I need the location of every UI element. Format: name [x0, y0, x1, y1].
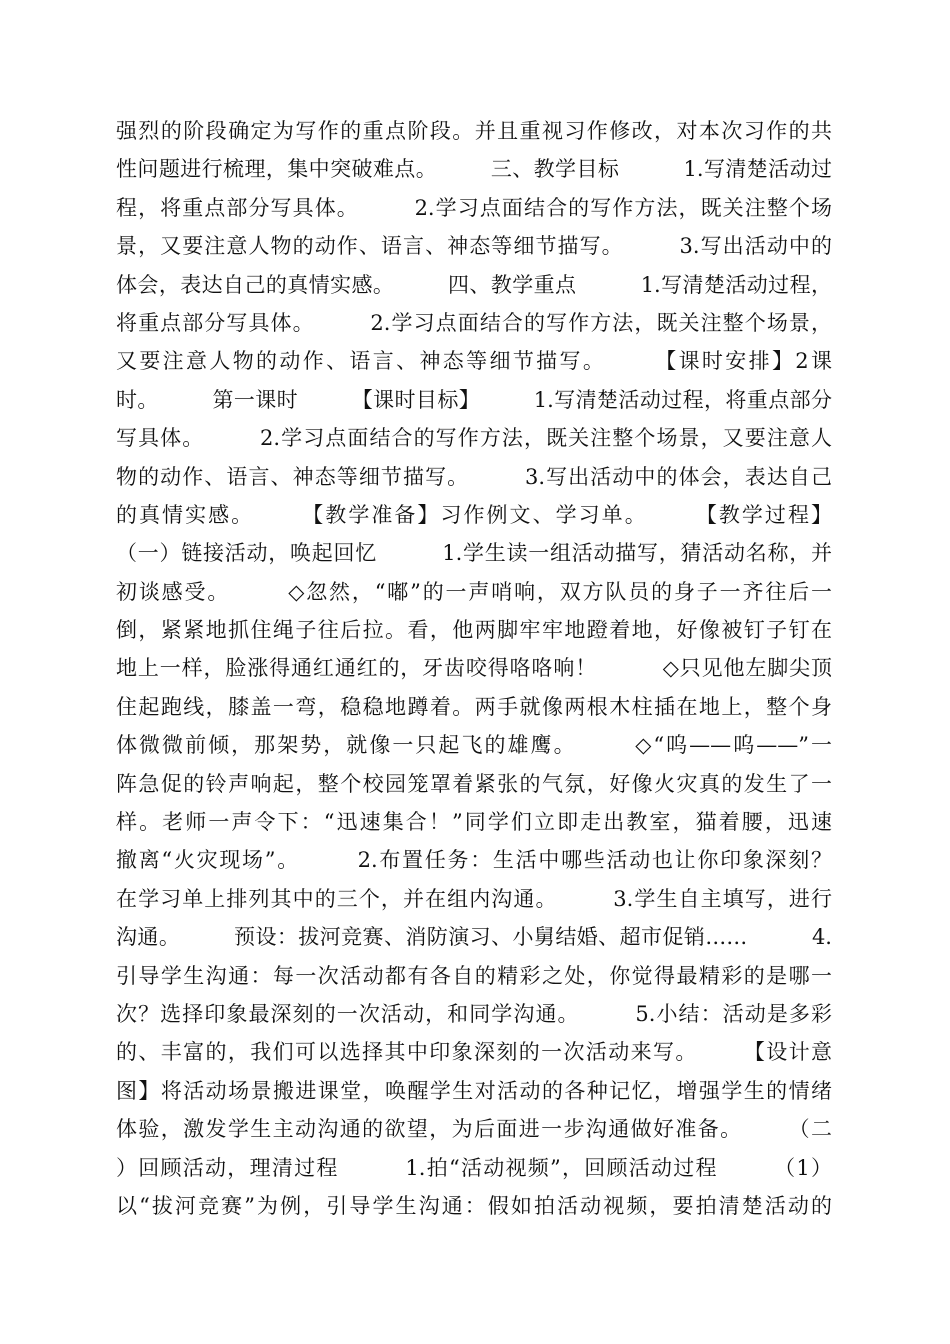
text-line: 图】将活动场景搬进课堂，唤醒学生对活动的各种记忆，增强学生的情绪 — [116, 1078, 832, 1103]
text-line: 撤离“火灾现场”。 2.布置任务：生活中哪些活动也让你印象深刻？ — [116, 848, 832, 873]
text-line: 体微微前倾，那架势，就像一只起飞的雄鹰。 ◇“呜——呜——”一 — [116, 733, 832, 758]
text-line: 次？选择印象最深刻的一次活动，和同学沟通。 5.小结：活动是多彩 — [116, 1001, 832, 1026]
text-line: 性问题进行梳理，集中突破难点。 三、教学目标 1.写清楚活动过 — [116, 157, 832, 182]
text-line: 体会，表达自己的真情实感。 四、教学重点 1.写清楚活动过程， — [116, 272, 832, 297]
text-line: 强烈的阶段确定为写作的重点阶段。并且重视习作修改，对本次习作的共 — [116, 119, 832, 143]
text-line: 住起跑线，膝盖一弯，稳稳地蹲着。两手就像两根木柱插在地上，整个身 — [116, 694, 832, 719]
text-line: 样。老师一声令下：“迅速集合！”同学们立即走出教室，猫着腰，迅速 — [116, 810, 832, 835]
text-line: 初谈感受。 ◇忽然，“嘟”的一声哨响，双方队员的身子一齐往后一 — [116, 579, 832, 604]
text-line: 沟通。 预设：拔河竞赛、消防演习、小舅结婚、超市促销…… 4. — [116, 925, 832, 950]
text-line: 时。 第一课时 【课时目标】 1.写清楚活动过程，将重点部分 — [116, 387, 832, 412]
text-line: 倒，紧紧地抓住绳子往后拉。看，他两脚牢牢地蹬着地，好像被钉子钉在 — [116, 618, 832, 643]
text-line: 地上一样，脸涨得通红通红的，牙齿咬得咯咯响！ ◇只见他左脚尖顶 — [116, 656, 832, 681]
text-line: 引导学生沟通：每一次活动都有各自的精彩之处，你觉得最精彩的是哪一 — [116, 963, 832, 988]
text-line: ）回顾活动，理清过程 1.拍“活动视频”，回顾活动过程 （1） — [116, 1155, 832, 1180]
text-line: 物的动作、语言、神态等细节描写。 3.写出活动中的体会，表达自己 — [116, 464, 832, 489]
text-line: 程，将重点部分写具体。 2.学习点面结合的写作方法，既关注整个场 — [116, 195, 832, 220]
text-line: 阵急促的铃声响起，整个校园笼罩着紧张的气氛，好像火灾真的发生了一 — [116, 771, 832, 796]
text-line: （一）链接活动，唤起回忆 1.学生读一组活动描写，猜活动名称，并 — [116, 541, 832, 566]
text-line: 写具体。 2.学习点面结合的写作方法，既关注整个场景，又要注意人 — [116, 426, 832, 451]
text-line: 将重点部分写具体。 2.学习点面结合的写作方法，既关注整个场景， — [116, 310, 832, 335]
text-line: 又要注意人物的动作、语言、神态等细节描写。 【课时安排】2课 — [116, 349, 832, 374]
text-line: 的、丰富的，我们可以选择其中印象深刻的一次活动来写。 【设计意 — [116, 1040, 832, 1065]
text-line: 以“拔河竞赛”为例，引导学生沟通：假如拍活动视频，要拍清楚活动的 — [116, 1193, 832, 1218]
text-line: 体验，激发学生主动沟通的欲望，为后面进一步沟通做好准备。 （二 — [116, 1117, 832, 1142]
text-line: 的真情实感。 【教学准备】习作例文、学习单。 【教学过程】 — [116, 502, 832, 527]
document-body — [116, 112, 832, 1225]
text-line: 景，又要注意人物的动作、语言、神态等细节描写。 3.写出活动中的 — [116, 234, 832, 259]
text-line: 在学习单上排列其中的三个，并在组内沟通。 3.学生自主填写，进行 — [116, 886, 832, 911]
